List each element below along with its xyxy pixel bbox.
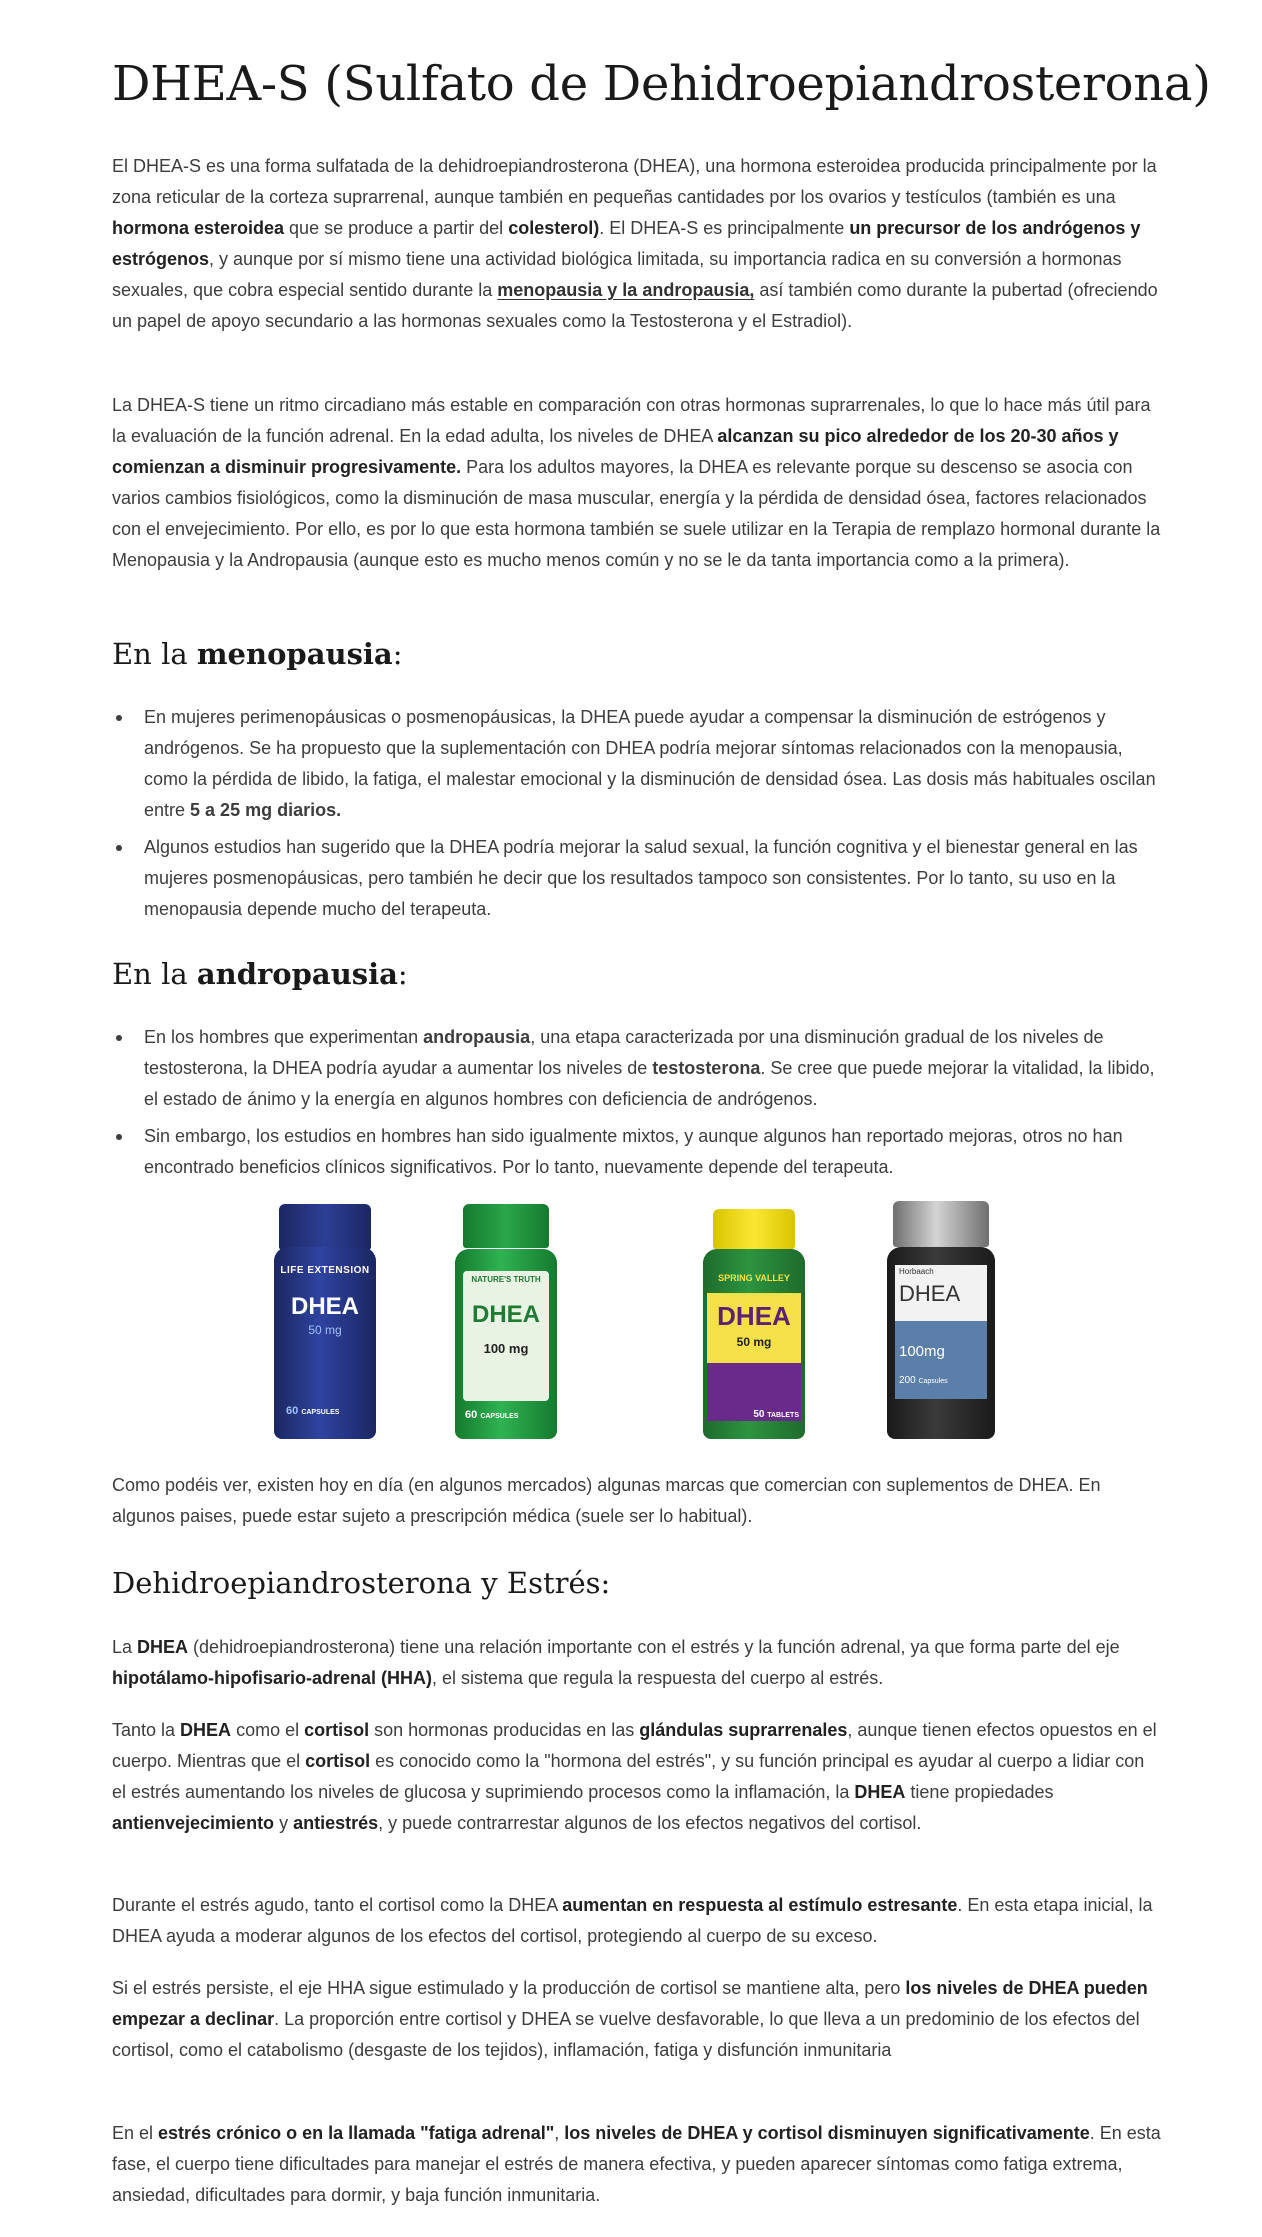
intro-paragraph: El DHEA-S es una forma sulfatada de la dehidroepiandrosterona (DHEA), una hormona esteroidea producida principalmente por la zona reticular de la corteza suprarrenal, aunque también en pequeñas cantidades por los ovarios y testículos (también es una hormona esteroidea que se produce a partir del colesterol). El DHEA-S es principalmente un precursor de los andrógenos y estrógenos, y aunque por sí mismo tiene una actividad biológica limitada, su importancia radica en su conversión a hormonas sexuales, que cobra especial sentido durante la menopausia y la andropausia, así también como durante la pubertad (ofreciendo un papel de apoyo secundario a las hormonas sexuales como la Testosterona y el Estradiol). xyxy=(112,156,1158,331)
product-bottle-natures-truth xyxy=(455,1204,557,1439)
brand-label: Horbaach xyxy=(899,1267,934,1276)
list-item: En mujeres perimenopáusicas o posmenopáusicas, la DHEA puede ayudar a compensar la disminución de estrógenos y andrógenos. Se ha propuesto que la suplementación con DHEA podría mejorar síntomas relacionados con la menopausia, como la pérdida de libido, la fatiga, el malestar emocional y la disminución de densidad ósea. Las dosis más habituales oscilan entre 5 a 25 mg diarios. xyxy=(112,702,1162,826)
brand-label: NATURE'S TRUTH xyxy=(471,1275,541,1284)
stress-paragraph-4: Si el estrés persiste, el eje HHA sigue estimulado y la producción de cortisol se mantiene alta, pero los niveles de DHEA pueden empezar a declinar. La proporción entre cortisol y DHEA se vuelve desfavorable, lo que lleva a un predominio de los efectos del cortisol, como el catabolismo (desgaste de los tejidos), inflamación, fatiga y disfunción inmunitaria xyxy=(112,1978,1148,2060)
stress-paragraph-5: En el estrés crónico o en la llamada "fatiga adrenal", los niveles de DHEA y cortisol disminuyen significativamente. En esta fase, el cuerpo tiene dificultades para manejar el estrés de manera efectiva, y pueden aparecer síntomas como fatiga extrema, ansiedad, dificultades para dormir, y baja función inmunitaria. xyxy=(112,2123,1161,2205)
product-name: DHEA xyxy=(899,1281,961,1306)
product-count: 60 CAPSULES xyxy=(465,1409,519,1421)
product-bottle-spring-valley xyxy=(703,1209,805,1439)
list-item: Algunos estudios han sugerido que la DHEA podría mejorar la salud sexual, la función cognitiva y el bienestar general en las mujeres posmenopáusicas, pero también he decir que los resultados tampoco son consistentes. Por lo tanto, su uso en la menopausia depende mucho del terapeuta. xyxy=(112,832,1162,925)
bottle-body xyxy=(455,1249,557,1439)
product-dose: 100mg xyxy=(899,1343,945,1360)
menopause-heading: En la menopausia: xyxy=(112,637,403,671)
product-dose: 50 mg xyxy=(736,1335,772,1349)
product-count: 50 TABLETS xyxy=(753,1409,799,1420)
andropause-list xyxy=(112,1022,1162,1189)
product-name: DHEA xyxy=(290,1293,359,1320)
product-name: DHEA xyxy=(471,1301,540,1328)
stress-paragraph-3: Durante el estrés agudo, tanto el cortisol como la DHEA aumentan en respuesta al estímulo estresante. En esta etapa inicial, la DHEA ayuda a moderar algunos de los efectos del cortisol, protegiendo al cuerpo de su exceso. xyxy=(112,1895,1153,1946)
product-bottle-horbaach xyxy=(887,1201,995,1439)
bottle-body xyxy=(703,1249,805,1439)
andropause-heading: En la andropausia: xyxy=(112,957,408,991)
bottle-body xyxy=(887,1247,995,1439)
menopause-andropause-link[interactable]: menopausia y la andropausia, xyxy=(497,280,755,300)
brands-paragraph: Como podéis ver, existen hoy en día (en algunos mercados) algunas marcas que comercian con suplementos de DHEA. En algunos paises, puede estar sujeto a prescripción médica (suele ser lo habitual). xyxy=(112,1475,1101,1526)
product-count: 60 CAPSULES xyxy=(286,1405,340,1417)
bottle-label-band xyxy=(895,1321,987,1399)
list-item: En los hombres que experimentan andropausia, una etapa caracterizada por una disminución gradual de los niveles de testosterona, la DHEA podría ayudar a aumentar los niveles de testosterona. Se cree que puede mejorar la vitalidad, la libido, el estado de ánimo y la energía en algunos hombres con deficiencia de andrógenos. xyxy=(112,1022,1162,1115)
stress-heading: Dehidroepiandrosterona y Estrés: xyxy=(112,1566,611,1600)
product-dose: 50 mg xyxy=(308,1323,342,1337)
product-count: 200 Capsules xyxy=(899,1375,948,1386)
bottle-label-panel xyxy=(463,1271,549,1401)
circadian-paragraph: La DHEA-S tiene un ritmo circadiano más estable en comparación con otras hormonas suprarrenales, lo que lo hace más útil para la evaluación de la función adrenal. En la edad adulta, los niveles de DHEA alcanzan su pico alrededor de los 20-30 años y comienzan a disminuir progresivamente. Para los adultos mayores, la DHEA es relevante porque su descenso se asocia con varios cambios fisiológicos, como la disminución de masa muscular, energía y la pérdida de densidad ósea, factores relacionados con el envejecimiento. Por ello, es por lo que esta hormona también se suele utilizar en la Terapia de remplazo hormonal durante la Menopausia y la Andropausia (aunque esto es mucho menos común y no se le da tanta importancia como a la primera). xyxy=(112,395,1161,570)
page-title: DHEA-S (Sulfato de Dehidroepiandrosterona) xyxy=(112,56,1211,112)
product-name: DHEA xyxy=(717,1301,791,1331)
bottle-cap xyxy=(279,1204,371,1250)
bottle-cap xyxy=(893,1201,989,1247)
bottle-cap xyxy=(713,1209,795,1249)
product-dose: 100 mg xyxy=(483,1341,529,1356)
bottle-body xyxy=(274,1247,376,1439)
bottle-cap xyxy=(463,1204,549,1248)
stress-paragraph-2: Tanto la DHEA como el cortisol son hormonas producidas en las glándulas suprarrenales, aunque tienen efectos opuestos en el cuerpo. Mientras que el cortisol es conocido como la "hormona del estrés", y su función principal es ayudar al cuerpo a lidiar con el estrés aumentando los niveles de glucosa y suprimiendo procesos como la inflamación, la DHEA tiene propiedades antienvejecimiento y antiestrés, y puede contrarrestar algunos de los efectos negativos del cortisol. xyxy=(112,1720,1157,1833)
stress-paragraph-1: La DHEA (dehidroepiandrosterona) tiene una relación importante con el estrés y la función adrenal, ya que forma parte del eje hipotálamo-hipofisario-adrenal (HHA), el sistema que regula la respuesta del cuerpo al estrés. xyxy=(112,1637,1120,1688)
menopause-list xyxy=(112,702,1162,931)
list-item: Sin embargo, los estudios en hombres han sido igualmente mixtos, y aunque algunos han reportado mejoras, otros no han encontrado beneficios clínicos significativos. Por lo tanto, nuevamente depende del terapeuta. xyxy=(112,1121,1162,1183)
product-bottle-life-extension xyxy=(274,1204,376,1439)
brand-label: SPRING VALLEY xyxy=(718,1273,790,1283)
brand-label: LIFE EXTENSION xyxy=(280,1265,370,1276)
product-images xyxy=(162,1200,1032,1445)
